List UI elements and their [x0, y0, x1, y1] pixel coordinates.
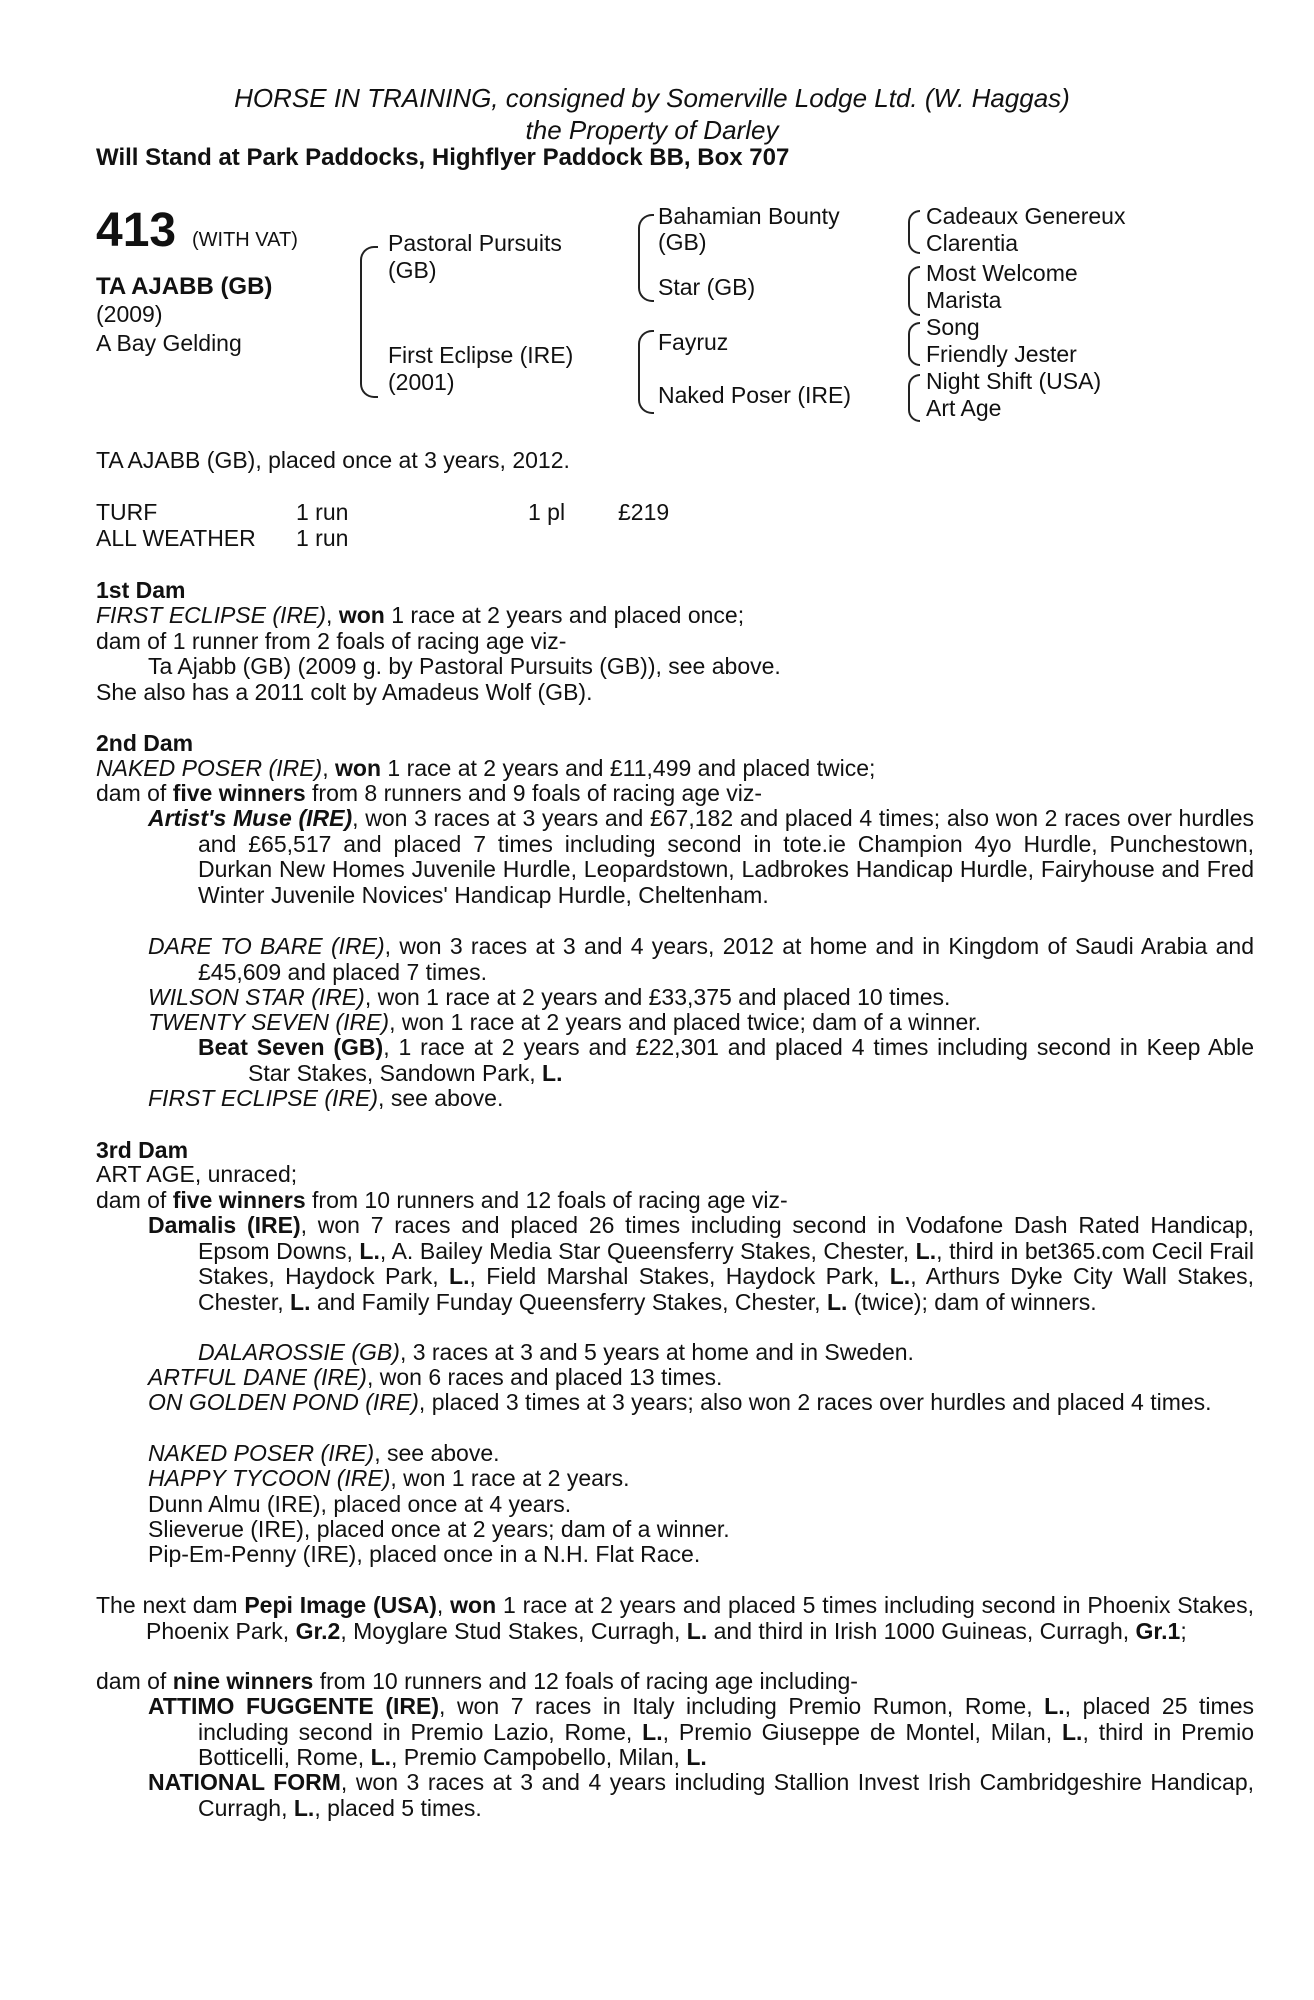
produce-dalarossie: DALAROSSIE (GB), 3 races at 3 and 5 years at home and in Sweden. — [198, 1339, 914, 1365]
produce-attimo-fuggente: ATTIMO FUGGENTE (IRE), won 7 races in Italy including Premio Rumon, Rome, L., placed 25 times including second in Premio Lazio, Rome, L., Premio Giuseppe de Montel, Milan, L., third in Premio Botticelli, Rome, L., Premio Campobello, Milan, L. — [148, 1693, 1254, 1770]
pedigree-dam-sire: Fayruz — [658, 329, 729, 355]
next-dam-paragraph: The next dam Pepi Image (USA), won 1 race at 2 years and placed 5 times including second in Phoenix Stakes, Phoenix Park, Gr.2, Moyglare Stud Stakes, Curragh, L. and third in Irish 1000 Guineas, Curragh, Gr.1; — [96, 1592, 1254, 1644]
consignor-line: HORSE IN TRAINING, consigned by Somerville Lodge Ltd. (W. Haggas) — [234, 83, 1070, 113]
turf-placed: 1 pl — [528, 499, 566, 525]
second-dam-line: NAKED POSER (IRE), won 1 race at 2 years and £11,499 and placed twice; — [96, 755, 876, 781]
pedigree-bracket-dam — [638, 330, 654, 414]
lot-number: 413 — [96, 204, 177, 257]
produce-wilson-star: WILSON STAR (IRE), won 1 race at 2 years and £33,375 and placed 10 times. — [148, 984, 951, 1010]
first-dam-foal: Ta Ajabb (GB) (2009 g. by Pastoral Pursuits (GB)), see above. — [148, 653, 781, 679]
produce-dunn-almu: Dunn Almu (IRE), placed once at 4 years. — [148, 1491, 572, 1517]
pedigree-bracket-sire — [638, 214, 654, 302]
pedigree-dam-dam: Naked Poser (IRE) — [658, 382, 852, 408]
produce-pip-em-penny: Pip-Em-Penny (IRE), placed once in a N.H. Flat Race. — [148, 1541, 701, 1567]
pedigree-gen3-7: Night Shift (USA) — [926, 368, 1102, 394]
first-dam-line: FIRST ECLIPSE (IRE), won 1 race at 2 years and placed once; — [96, 602, 745, 628]
turf-prize: £219 — [618, 499, 670, 525]
produce-artists-muse: Artist's Muse (IRE), won 3 races at 3 years and £67,182 and placed 4 times; also won 2 races over hurdles and £65,517 and placed 7 times including second in tote.ie Champion 4yo Hurdle, Punchestown, Durkan New Homes Juvenile Hurdle, Leopardstown, Ladbrokes Handicap Hurdle, Fairyhouse and Fred Winter Juvenile Novices' Handicap Hurdle, Cheltenham. — [148, 805, 1254, 908]
second-dam-produce-line: dam of five winners from 8 runners and 9 foals of racing age viz- — [96, 780, 763, 806]
pedigree-gen3-2: Clarentia — [926, 230, 1019, 256]
horse-description: A Bay Gelding — [96, 330, 242, 356]
horse-name: TA AJABB (GB) — [96, 273, 273, 300]
pedigree-bracket-gen1 — [360, 246, 378, 398]
stabling-line: Will Stand at Park Paddocks, Highflyer Paddock BB, Box 707 — [96, 144, 790, 171]
pedigree-gen3-1: Cadeaux Genereux — [926, 203, 1126, 229]
property-line: the Property of Darley — [525, 115, 779, 145]
produce-dare-to-bare: DARE TO BARE (IRE), won 3 races at 3 and 4 years, 2012 at home and in Kingdom of Saudi Arabia and £45,609 and placed 7 times. — [148, 933, 1254, 985]
first-dam-produce-line: dam of 1 runner from 2 foals of racing age viz- — [96, 628, 567, 654]
first-dam-note: She also has a 2011 colt by Amadeus Wolf (GB). — [96, 679, 593, 705]
second-dam-heading: 2nd Dam — [96, 730, 194, 756]
horse-year: (2009) — [96, 301, 163, 327]
pedigree-gen3-3: Most Welcome — [926, 260, 1078, 286]
third-dam-line: ART AGE, unraced; — [96, 1161, 298, 1187]
pedigree-dam: First Eclipse (IRE) — [388, 342, 574, 368]
pedigree-bracket-gen3-3 — [908, 322, 920, 366]
pedigree-dam-year: (2001) — [388, 369, 455, 395]
produce-artful-dane: ARTFUL DANE (IRE), won 6 races and placed 13 times. — [148, 1364, 723, 1390]
pedigree-gen3-6: Friendly Jester — [926, 341, 1077, 367]
produce-happy-tycoon: HAPPY TYCOON (IRE), won 1 race at 2 years. — [148, 1465, 630, 1491]
next-dam-produce-line: dam of nine winners from 10 runners and 12 foals of racing age including- — [96, 1668, 858, 1694]
produce-on-golden-pond: ON GOLDEN POND (IRE), placed 3 times at 3 years; also won 2 races over hurdles and placed 4 times. — [148, 1389, 1212, 1415]
pedigree-sire-dam: Star (GB) — [658, 274, 756, 300]
third-dam-heading: 3rd Dam — [96, 1137, 189, 1163]
race-summary: TA AJABB (GB), placed once at 3 years, 2012. — [96, 447, 570, 473]
produce-naked-poser: NAKED POSER (IRE), see above. — [148, 1440, 500, 1466]
vat-note: (WITH VAT) — [192, 229, 298, 251]
pedigree-bracket-gen3-4 — [908, 374, 920, 422]
pedigree-gen3-5: Song — [926, 314, 980, 340]
aw-label: ALL WEATHER — [96, 525, 256, 551]
produce-damalis: Damalis (IRE), won 7 races and placed 26 times including second in Vodafone Dash Rated Handicap, Epsom Downs, L., A. Bailey Media Star Queensferry Stakes, Chester, L., third in bet365.com Cecil Frail Stakes, Haydock Park, L., Field Marshal Stakes, Haydock Park, L., Arthurs Dyke City Wall Stakes, Chester, L. and Family Funday Queensferry Stakes, Chester, L. (twice); dam of winners. — [148, 1212, 1255, 1315]
pedigree-bracket-gen3-2 — [908, 266, 920, 316]
pedigree-sire: Pastoral Pursuits — [388, 230, 562, 256]
pedigree-gen3-4: Marista — [926, 287, 1002, 313]
turf-runs: 1 run — [296, 499, 349, 525]
pedigree-sire-country: (GB) — [388, 257, 437, 283]
aw-runs: 1 run — [296, 525, 349, 551]
pedigree-sire-sire: Bahamian Bounty — [658, 203, 840, 229]
third-dam-produce-line: dam of five winners from 10 runners and 12 foals of racing age viz- — [96, 1187, 788, 1213]
first-dam-heading: 1st Dam — [96, 577, 186, 603]
produce-national-form: NATIONAL FORM, won 3 races at 3 and 4 years including Stallion Invest Irish Cambridgeshire Handicap, Curragh, L., placed 5 times. — [148, 1769, 1254, 1821]
produce-beat-seven: Beat Seven (GB), 1 race at 2 years and £22,301 and placed 4 times including second in Keep Able Star Stakes, Sandown Park, L. — [198, 1034, 1255, 1086]
produce-first-eclipse: FIRST ECLIPSE (IRE), see above. — [148, 1085, 504, 1111]
pedigree-gen3-8: Art Age — [926, 395, 1002, 421]
produce-slieverue: Slieverue (IRE), placed once at 2 years; dam of a winner. — [148, 1516, 730, 1542]
pedigree-bracket-gen3-1 — [908, 210, 920, 254]
pedigree-sire-sire-country: (GB) — [658, 229, 707, 255]
turf-label: TURF — [96, 499, 158, 525]
produce-twenty-seven: TWENTY SEVEN (IRE), won 1 race at 2 years and placed twice; dam of a winner. — [148, 1009, 982, 1035]
